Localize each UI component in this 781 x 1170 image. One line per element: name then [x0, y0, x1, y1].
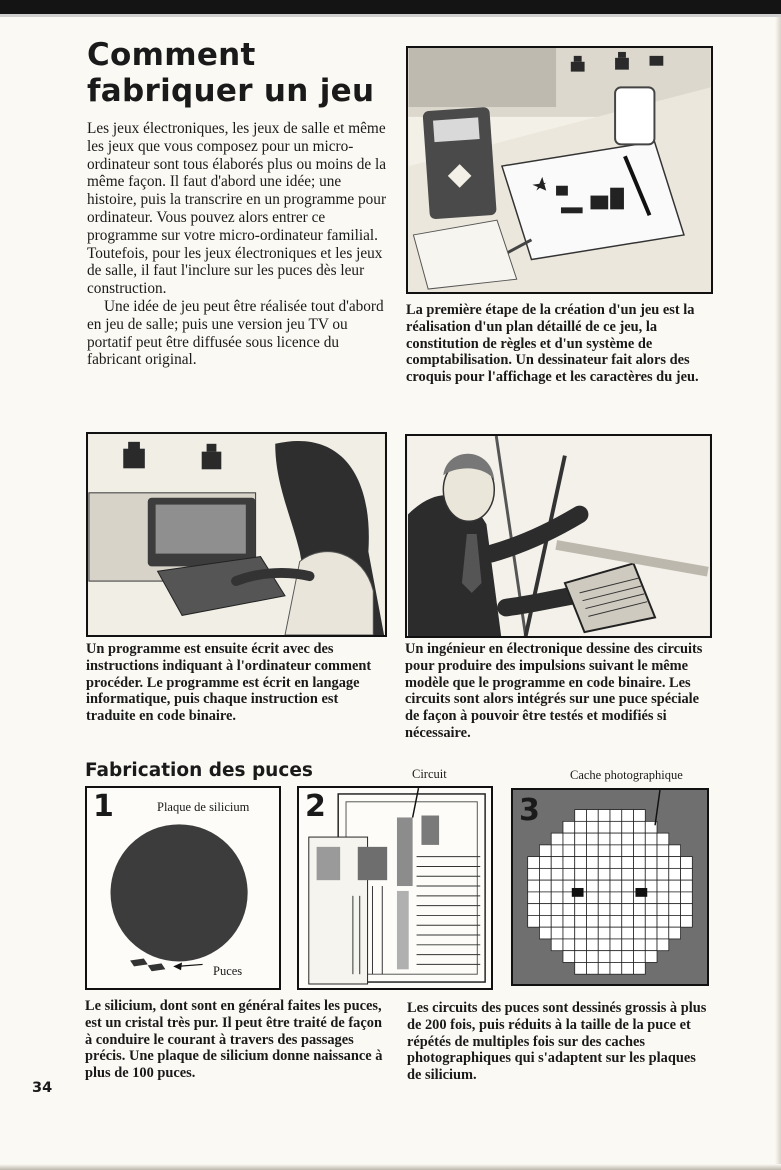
mask-cell — [645, 833, 657, 845]
mask-cell — [622, 857, 634, 869]
mask-cell — [575, 857, 587, 869]
mask-cell — [586, 951, 598, 963]
mask-cell — [610, 939, 622, 951]
mask-cell — [598, 939, 610, 951]
mask-cell — [622, 915, 634, 927]
mask-cell — [575, 951, 587, 963]
mask-cell — [634, 962, 646, 974]
mask-cell — [563, 833, 575, 845]
intro-text — [87, 120, 391, 369]
mask-cell — [657, 868, 669, 880]
mask-cell — [622, 833, 634, 845]
mask-cell — [669, 915, 681, 927]
mask-cell — [586, 821, 598, 833]
mask-cell — [610, 857, 622, 869]
mask-cell — [610, 821, 622, 833]
mask-cell — [610, 833, 622, 845]
mask-cell — [645, 868, 657, 880]
mask-cell — [657, 892, 669, 904]
mask-cell — [645, 857, 657, 869]
mask-cell — [622, 868, 634, 880]
step-number-3: 3 — [519, 793, 540, 828]
mask-cell — [551, 927, 563, 939]
mask-cell — [645, 927, 657, 939]
mask-cell — [622, 845, 634, 857]
mask-cell — [563, 927, 575, 939]
page-title — [87, 37, 387, 109]
mask-cell — [657, 927, 669, 939]
caption-engineer: Un ingénieur en électronique dessine des circuits pour produire des impulsions suivant le même modèle que le programme en code binaire. Les circuits sont alors intégrés sur une puce spéciale de façon à pouvoir être testés et modifiés si nécessaire. — [405, 641, 703, 741]
mask-cell — [551, 880, 563, 892]
mask-cell — [622, 939, 634, 951]
intro-paragraph-1: Les jeux électroniques, les jeux de salle et même les jeux que vous composez pour un micro-ordinateur sont tous élaborés plus ou moins de la même façon. Il faut d'abord une idée; une histoire, puis la transcrire en un programme pour ordinateur. Vous pouvez alors entrer ce programme sur votre micro-ordinateur familial. Toutefois, pour les jeux électroniques et les jeux de salle, il faut l'inclure sur les puces dès leur construction. — [87, 120, 387, 298]
step-number-1: 1 — [93, 789, 114, 824]
mask-cell — [586, 810, 598, 822]
mask-cell — [681, 892, 693, 904]
mask-cell — [645, 904, 657, 916]
mask-cell — [598, 868, 610, 880]
mask-cell — [598, 915, 610, 927]
design-desk-drawing — [408, 48, 711, 292]
step-number-2: 2 — [305, 789, 326, 824]
mask-cell — [586, 927, 598, 939]
mask-cell — [645, 845, 657, 857]
mask-cell — [645, 951, 657, 963]
mask-cell — [575, 868, 587, 880]
mask-cell — [622, 951, 634, 963]
mask-cell — [634, 868, 646, 880]
mask-cell — [634, 939, 646, 951]
mask-cell — [681, 857, 693, 869]
mask-cell — [645, 915, 657, 927]
circuit-drawing — [299, 788, 491, 988]
mask-cell — [528, 904, 540, 916]
mask-cell — [586, 857, 598, 869]
page-title-line2: fabriquer un jeu — [87, 73, 375, 109]
mask-cell — [539, 915, 551, 927]
mask-cell — [539, 868, 551, 880]
mask-cell — [563, 904, 575, 916]
mask-cell — [634, 821, 646, 833]
page-bottom-edge — [0, 1164, 781, 1170]
mask-cell — [551, 845, 563, 857]
mask-cell — [575, 927, 587, 939]
mask-cell — [681, 880, 693, 892]
programmer-drawing — [88, 434, 385, 635]
mask-grid — [528, 810, 693, 975]
mask-cell — [681, 904, 693, 916]
mask-cell — [528, 857, 540, 869]
mask-cell — [610, 880, 622, 892]
engineer-drawing — [407, 436, 710, 636]
mask-cell — [657, 857, 669, 869]
mask-cell — [528, 880, 540, 892]
mask-cell — [551, 892, 563, 904]
mask-cell — [622, 880, 634, 892]
illustration-programmer — [86, 432, 387, 637]
mask-cell — [634, 810, 646, 822]
illustration-engineer — [405, 434, 712, 638]
mask-cell — [622, 927, 634, 939]
mask-cell — [598, 857, 610, 869]
mask-cell — [657, 833, 669, 845]
mask-cell — [669, 904, 681, 916]
mask-cell — [539, 892, 551, 904]
page-title-line1: Comment — [87, 37, 256, 73]
mask-cell — [669, 880, 681, 892]
mask-cell — [586, 833, 598, 845]
mask-cell — [598, 927, 610, 939]
mask-cell — [528, 915, 540, 927]
mask-cell — [539, 880, 551, 892]
wafer-drawing — [87, 788, 279, 988]
mask-cell — [551, 857, 563, 869]
mask-cell — [586, 904, 598, 916]
mask-cell — [657, 939, 669, 951]
mask-cell — [575, 939, 587, 951]
mask-cell — [575, 962, 587, 974]
mask-cell — [634, 904, 646, 916]
mask-cell — [610, 927, 622, 939]
mask-cell — [539, 845, 551, 857]
mask-cell — [657, 915, 669, 927]
label-chips: Puces — [213, 964, 243, 978]
mask-cell — [669, 927, 681, 939]
mask-cell — [575, 915, 587, 927]
mask-cell — [586, 939, 598, 951]
caption-design: La première étape de la création d'un jeu est la réalisation d'un plan détaillé de ce jeu, la constitution de règles et d'un système de comptabilisation. Un dessinateur fait alors des croquis pour l'affichage et les caractères du jeu. — [406, 302, 699, 386]
mask-cell — [563, 821, 575, 833]
mask-cell — [598, 821, 610, 833]
caption-circuits: Les circuits des puces sont dessinés grossis à plus de 200 fois, puis réduits à la taille de la puce et répétés de multiples fois sur des caches photographiques qui s'adaptent sur les plaques de silicium. — [407, 1000, 707, 1084]
label-wafer: Plaque de silicium — [157, 800, 250, 814]
label-circuit: Circuit — [412, 767, 447, 781]
mask-cell — [539, 927, 551, 939]
mask-cell — [551, 868, 563, 880]
mask-cell — [586, 880, 598, 892]
mask-cell — [528, 868, 540, 880]
mask-cell — [598, 892, 610, 904]
mask-cell — [575, 833, 587, 845]
mask-cell — [575, 904, 587, 916]
caption-programmer: Un programme est ensuite écrit avec des instructions indiquant à l'ordinateur comment procéder. Le programme est écrit en langage informatique, puis chaque instruction est traduite en code binaire. — [86, 641, 372, 725]
panel-silicon-wafer — [85, 786, 281, 990]
mask-cell — [657, 880, 669, 892]
mask-cell — [622, 904, 634, 916]
mask-cell — [563, 951, 575, 963]
panel-photo-mask — [511, 788, 709, 986]
mask-cell — [645, 939, 657, 951]
mask-cell — [551, 904, 563, 916]
mask-cell — [634, 951, 646, 963]
mask-cell — [563, 857, 575, 869]
mask-cell — [610, 810, 622, 822]
mask-cell — [669, 845, 681, 857]
mask-cell — [575, 845, 587, 857]
label-mask: Cache photographique — [570, 768, 683, 782]
mask-cell — [598, 904, 610, 916]
mask-cell — [586, 915, 598, 927]
mask-cell — [563, 868, 575, 880]
mask-cell — [539, 904, 551, 916]
mask-cell — [528, 892, 540, 904]
mask-cell — [586, 892, 598, 904]
mask-dark-cell — [635, 888, 647, 897]
mask-cell — [610, 845, 622, 857]
mask-cell — [634, 857, 646, 869]
illustration-design-desk — [406, 46, 713, 294]
mask-cell — [598, 951, 610, 963]
mask-cell — [586, 845, 598, 857]
mask-cell — [622, 821, 634, 833]
mask-cell — [610, 892, 622, 904]
mask-cell — [634, 927, 646, 939]
mask-cell — [563, 845, 575, 857]
mask-cell — [598, 845, 610, 857]
mask-cell — [657, 845, 669, 857]
mask-cell — [575, 810, 587, 822]
mask-cell — [539, 857, 551, 869]
page-right-edge — [775, 17, 781, 1170]
mask-cell — [551, 939, 563, 951]
mask-cell — [681, 915, 693, 927]
mask-cell — [563, 939, 575, 951]
intro-paragraph-2: Une idée de jeu peut être réalisée tout d'abord en jeu de salle; puis une version jeu TV ou portatif peut être diffusée sous licence du fabricant original. — [87, 297, 384, 369]
mask-cell — [669, 857, 681, 869]
mask-cell — [622, 810, 634, 822]
mask-cell — [586, 962, 598, 974]
mask-cell — [622, 892, 634, 904]
mask-cell — [610, 868, 622, 880]
mask-cell — [681, 868, 693, 880]
mask-cell — [610, 962, 622, 974]
page-top-edge — [0, 0, 781, 14]
mask-cell — [563, 915, 575, 927]
wafer-disc — [111, 824, 248, 961]
mask-cell — [586, 868, 598, 880]
mask-cell — [669, 868, 681, 880]
mask-cell — [598, 880, 610, 892]
mask-cell — [610, 915, 622, 927]
mask-cell — [598, 833, 610, 845]
mask-cell — [610, 904, 622, 916]
panel-circuit-layout — [297, 786, 493, 990]
mask-cell — [610, 951, 622, 963]
mask-cell — [657, 904, 669, 916]
mask-dark-cell — [572, 888, 584, 897]
mask-drawing — [513, 790, 707, 984]
mask-cell — [622, 962, 634, 974]
mask-cell — [551, 915, 563, 927]
mask-cell — [669, 892, 681, 904]
page-top-shadow — [0, 14, 781, 17]
caption-silicon: Le silicium, dont sont en général faites les puces, est un cristal très pur. Il peut être traité de façon à conduire le courant à travers des passages précis. Une plaque de silicium donne naissance à plus de 100 puces. — [85, 998, 383, 1082]
mask-cell — [575, 821, 587, 833]
section-title-chips: Fabrication des puces — [85, 760, 313, 781]
page-number: 34 — [32, 1080, 53, 1096]
mask-cell — [634, 833, 646, 845]
mask-cell — [634, 915, 646, 927]
mask-cell — [598, 962, 610, 974]
mask-cell — [598, 810, 610, 822]
mask-cell — [634, 845, 646, 857]
mask-cell — [551, 833, 563, 845]
